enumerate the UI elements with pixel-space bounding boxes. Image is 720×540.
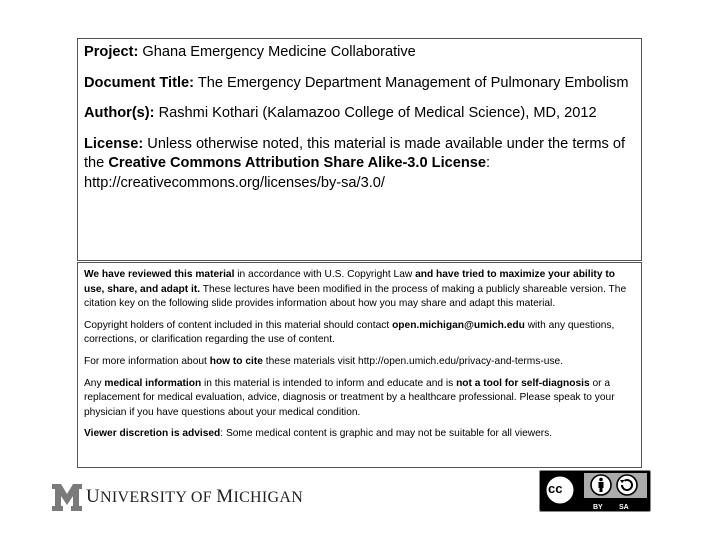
cc-by-text: BY [593, 504, 603, 511]
author-line: Author(s): Rashmi Kothari (Kalamazoo College of Medical Science), MD, 2012 [84, 105, 597, 121]
document-info-box [77, 38, 642, 261]
notice-medical: Any medical information in this material is intended to inform and educate and is not a tool for self-diagnosis or a replacement for medical evaluation, advice, diagnosis or treatment by a healthcare professional. Please speak to your physician if you have questions about your medical condition. [84, 377, 615, 418]
person-icon [590, 474, 612, 496]
license-name: Creative Commons Attribution Share Alike-3.0 License [108, 155, 487, 171]
cc-label: cc [548, 481, 563, 496]
block-m-icon [52, 484, 82, 511]
university-wordmark: UNIVERSITY OF MICHIGAN [86, 486, 304, 507]
notice-cite: For more information about how to cite these materials visit http://open.umich.edu/privacy-and-terms-use. [84, 355, 564, 367]
contact-email[interactable]: open.michigan@umich.edu [392, 319, 525, 331]
license-url[interactable]: : http://creativecommons.org/licenses/by-sa/3.0/ [84, 155, 491, 191]
notice-review: We have reviewed this material in accordance with U.S. Copyright Law and have tried to maximize your ability to use, share, and adapt it. These lectures have been modified in the process of making a publicly shareable version. The citation key on the following slide provides information about how you may share and adapt this material. [84, 269, 627, 310]
university-logo [52, 481, 303, 511]
cc-by-sa-badge[interactable] [539, 470, 651, 512]
license-line: License: Unless otherwise noted, this material is made available under the terms of the Creative Commons Attribution Share Alike-3.0 License: http://creativecommons.org/licenses/by-sa/3.0/ [84, 135, 626, 191]
project-line: Project: Ghana Emergency Medicine Collaborative [84, 44, 416, 60]
notice-discretion: Viewer discretion is advised: Some medical content is graphic and may not be suitable for all viewers. [84, 428, 553, 440]
cc-sa-text: SA [619, 504, 629, 511]
usage-notice-box [77, 262, 642, 468]
notice-copyright: Copyright holders of content included in this material should contact open.michigan@umich.edu with any questions, corrections, or clarification regarding the use of content. [84, 319, 615, 346]
document-title-line: Document Title: The Emergency Department Management of Pulmonary Embolism [84, 74, 629, 91]
share-alike-icon [616, 474, 638, 496]
